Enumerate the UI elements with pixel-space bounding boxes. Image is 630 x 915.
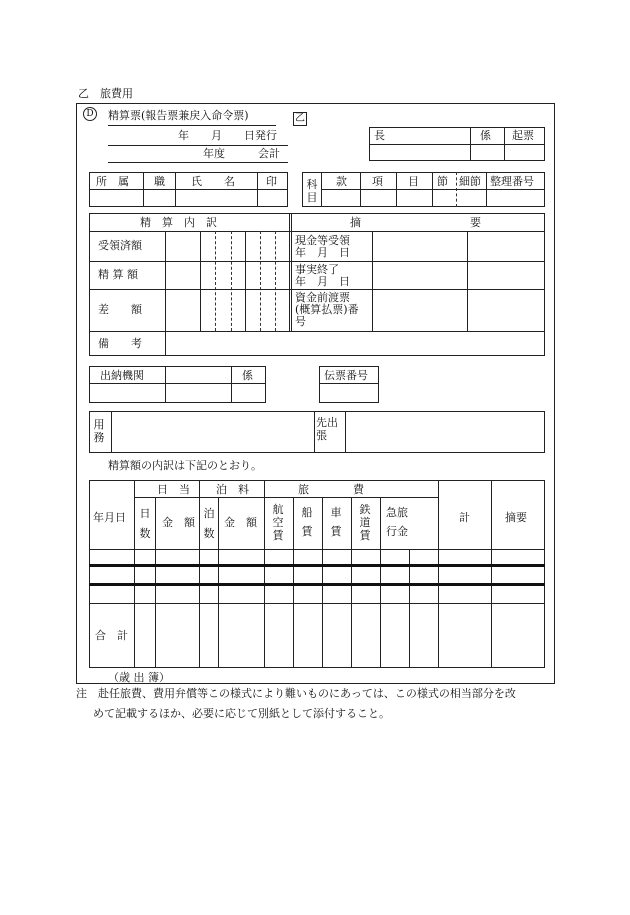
footnote-line-2: めて記載するほか、必要に応じて別紙として添付すること。 — [93, 707, 390, 720]
kou-label: 項 — [372, 175, 383, 188]
summary-header-right: 要 — [470, 216, 481, 229]
car-fare-header: 車賃 — [330, 506, 342, 538]
destination-label: 先出張 — [316, 416, 338, 442]
sum-label: 合 計 — [95, 629, 128, 642]
saisetsu-label: 細節 — [459, 175, 481, 188]
date-header: 年月日 — [93, 511, 126, 524]
detail-table — [89, 480, 545, 668]
footnote-line-1: 注 赴任旅費、費用弁償等この様式により難いものにあっては、この様式の相当部分を改 — [76, 687, 516, 700]
lodging-header: 泊 料 — [216, 483, 249, 496]
drafter-label: 起票 — [512, 129, 534, 142]
clerk-label: 係 — [480, 129, 491, 142]
settlement-amount-label: 精 算 額 — [98, 268, 138, 281]
ledger-note: （歳 出 簿） — [108, 671, 170, 684]
daily-amount-header: 金 額 — [162, 516, 195, 529]
travel-header: 旅 費 — [298, 483, 364, 496]
remarks-label: 備 考 — [98, 337, 142, 350]
circle-mark: D — [83, 107, 97, 121]
form-category-label: 乙 旅費用 — [78, 87, 133, 100]
daily-allowance-header: 日 当 — [157, 483, 190, 496]
youmu-label: 用務 — [93, 418, 105, 444]
fiscal-year: 年度 会計 — [203, 147, 280, 160]
express-fare-header: 急旅行金 — [386, 506, 408, 538]
seal-label: 印 — [266, 175, 277, 188]
post-label: 職 — [154, 175, 165, 188]
difference-label: 差 額 — [98, 303, 142, 316]
chief-label: 長 — [374, 129, 385, 142]
name-label: 氏 名 — [191, 175, 235, 188]
ship-fare-header: 船賃 — [301, 506, 313, 538]
affiliation-label: 所 属 — [96, 175, 129, 188]
summary-header-left: 摘 — [350, 216, 361, 229]
rail-fare-header: 鉄道賃 — [359, 503, 371, 542]
lodging-amount-header: 金 額 — [224, 516, 257, 529]
treasury-label: 出納機関 — [100, 369, 144, 382]
fact-end-label: 事実終了 年 月 日 — [295, 263, 350, 288]
treasury-clerk-label: 係 — [242, 369, 253, 382]
remark-header: 摘要 — [505, 511, 527, 524]
setsu-label: 節 — [437, 175, 448, 188]
cash-received-label: 現金等受領 年 月 日 — [295, 234, 350, 259]
seiri-label: 整理番号 — [490, 175, 534, 188]
kan-label: 款 — [336, 175, 347, 188]
received-amount-label: 受領済額 — [98, 239, 142, 252]
days-header: 日数 — [139, 507, 151, 540]
nights-header: 泊数 — [203, 507, 215, 540]
issue-date: 年 月 日発行 — [178, 129, 277, 142]
settlement-header: 精 算 内 訳 — [140, 216, 217, 229]
slip-number-label: 伝票番号 — [324, 369, 368, 382]
advance-slip-label: 資金前渡票 (概算払票)番号 — [295, 291, 359, 328]
total-header: 計 — [459, 511, 470, 524]
air-fare-header: 航空賃 — [272, 503, 284, 542]
moku-label: 目 — [408, 175, 419, 188]
breakdown-note: 精算額の内訳は下記のとおり。 — [108, 459, 262, 472]
subject-label: 科目 — [306, 178, 318, 204]
otsu-mark: 乙 — [295, 113, 305, 124]
form-title: 精算票(報告票兼戻入命令票) — [108, 109, 249, 122]
